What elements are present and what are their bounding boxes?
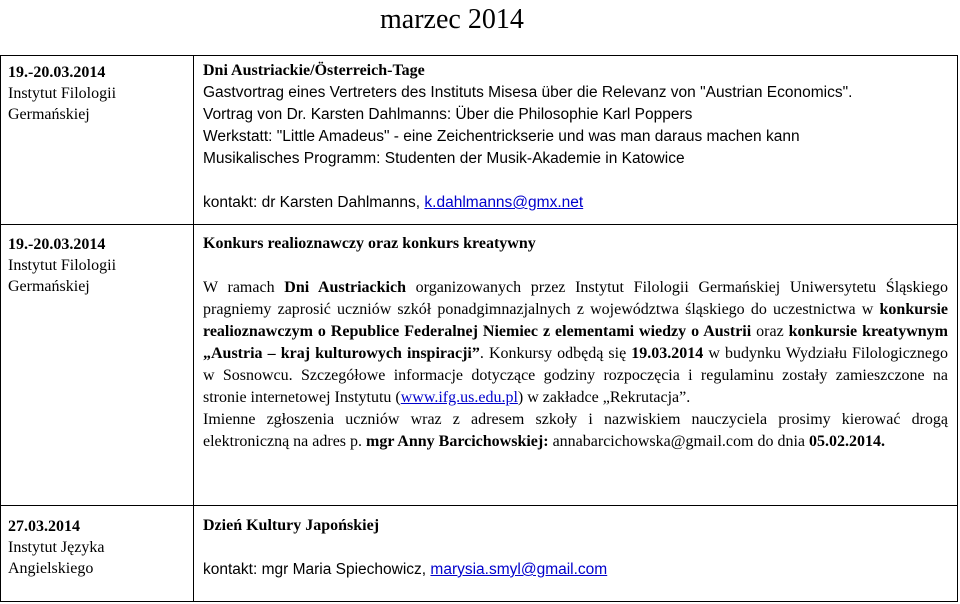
paragraph-text: w budynku Wydziału Filologicznego w Sosnowcu. Szczegółowe informacje dotyczące godziny rozpoczęcia i regulaminu zostały zamieszczone na stronie internetowej Instytutu (	[203, 345, 949, 406]
event-date-place	[8, 62, 188, 125]
contact-label: kontakt: mgr Maria Spiechowicz,	[203, 561, 431, 578]
row-divider-2	[0, 505, 958, 506]
event-line: Vortrag von Dr. Karsten Dahlmanns: Über die Philosophie Karl Poppers	[203, 106, 693, 123]
event-paragraph	[203, 409, 948, 453]
event-description	[203, 515, 948, 581]
event-place: Instytut Języka	[8, 539, 105, 556]
paragraph-bold: Dni Austriackich	[284, 279, 406, 296]
event-place: Instytut Filologii	[8, 85, 117, 102]
paragraph-text: ) w zakładce „Rekrutacja”.	[517, 389, 691, 406]
paragraph-text: annabarcichowska@gmail.com do dnia	[548, 433, 809, 450]
table-border-bottom	[0, 601, 958, 602]
paragraph-text: oraz	[751, 323, 789, 340]
paragraph-bold: 19.03.2014	[631, 345, 704, 362]
event-date: 27.03.2014	[8, 518, 80, 535]
event-line: Gastvortrag eines Vertreters des Instituts Misesa über die Relevanz von "Austrian Economics".	[203, 84, 853, 101]
event-heading: Dzień Kultury Japońskiej	[203, 517, 380, 534]
contact-email-link[interactable]: k.dahlmanns@gmx.net	[424, 194, 584, 211]
row-divider-1	[0, 224, 958, 225]
event-line: Musikalisches Programm: Studenten der Musik-Akademie in Katowice	[203, 150, 685, 167]
contact-label: kontakt: dr Karsten Dahlmanns,	[203, 194, 425, 211]
event-place: Angielskiego	[8, 560, 94, 577]
paragraph-bold: 05.02.2014.	[809, 433, 885, 450]
paragraph-bold: konkursie kreatywnym „Austria – kraj kulturowych inspiracji”	[203, 323, 949, 362]
event-date-place	[8, 516, 188, 579]
paragraph-bold: mgr Anny Barcichowskiej:	[366, 433, 549, 450]
table-border-top	[0, 55, 958, 56]
event-description	[203, 60, 953, 170]
event-heading: Dni Austriackie/Österreich-Tage	[203, 62, 425, 79]
event-heading: Konkurs realioznawczy oraz konkurs kreatywny	[203, 235, 536, 252]
paragraph-bold: konkursie realioznawczym o Republice Federalnej Niemiec z elementami wiedzy o Austrii	[203, 301, 948, 340]
event-date-place	[8, 234, 188, 297]
event-description	[203, 233, 948, 453]
paragraph-text: organizowanych przez Instytut Filologii Germańskiej Uniwersytetu Śląskiego pragniemy zaprosić uczniów szkół ponadgimnazjalnych z województwa śląskiego do uczestnictwa w	[203, 279, 949, 318]
paragraph-text: . Konkursy odbędą się	[479, 345, 632, 362]
contact-line	[203, 192, 583, 214]
paragraph-text: W ramach	[203, 279, 285, 296]
event-line: Werkstatt: "Little Amadeus" - eine Zeichentrickserie und was man daraus machen kann	[203, 128, 800, 145]
page-title: marzec 2014	[380, 4, 524, 35]
paragraph-text: Imienne zgłoszenia uczniów wraz z adresem szkoły i nazwiskiem nauczyciela prosimy kierować drogą elektroniczną na adres p.	[203, 411, 948, 450]
contact-email-link[interactable]: marysia.smyl@gmail.com	[430, 561, 608, 578]
event-date: 19.-20.03.2014	[8, 64, 106, 81]
table-border-left	[0, 55, 1, 602]
event-place: Germańskiej	[8, 106, 90, 123]
contact-line	[203, 559, 948, 581]
column-divider	[193, 55, 194, 602]
table-border-right	[957, 55, 958, 602]
website-link[interactable]: www.ifg.us.edu.pl	[400, 389, 518, 406]
event-paragraph	[203, 277, 948, 409]
event-place: Germańskiej	[8, 278, 90, 295]
event-date: 19.-20.03.2014	[8, 236, 106, 253]
event-place: Instytut Filologii	[8, 257, 117, 274]
